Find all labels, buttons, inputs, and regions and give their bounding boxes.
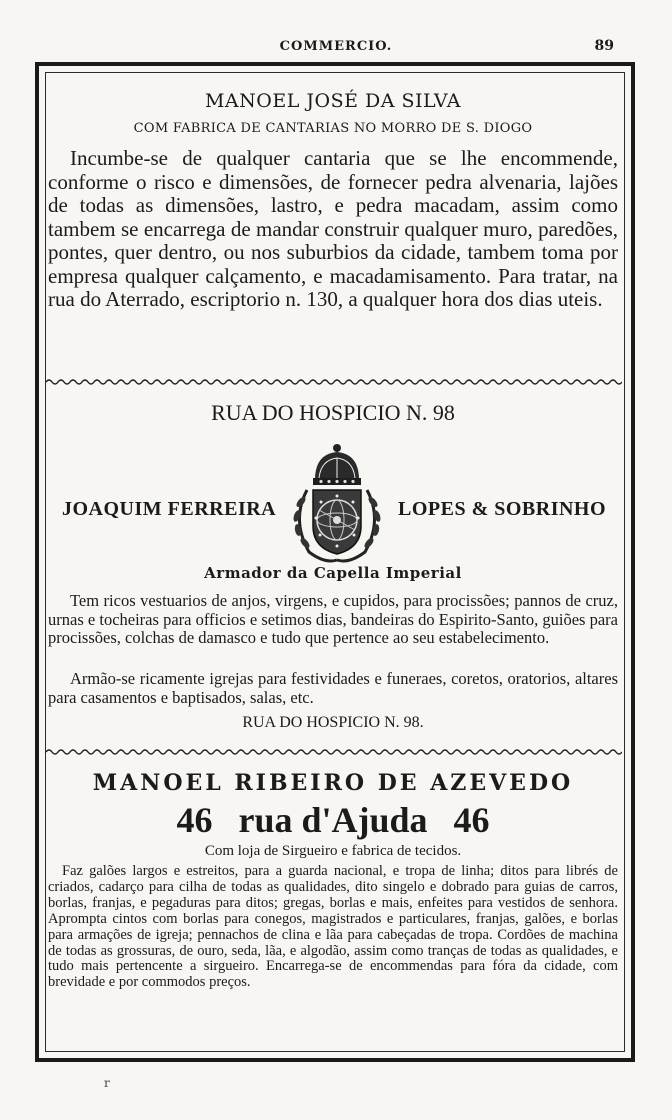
ad2-paragraph-1: Tem ricos vestuarios de anjos, virgens, e cupidos, para procissões; pannos de cruz, urnas e tocheiras para officios e setimos dias, bandeiras do Espirito-Santo, guiões para procissões, colchas de damasco e tudo que pertence ao seu estabelecimento. <box>48 591 618 647</box>
ad1-subtitle: COM FABRICA DE CANTARIAS NO MORRO DE S. DIOGO <box>133 121 533 136</box>
ad3-street: rua d'Ajuda <box>238 800 428 840</box>
ad2-paragraph-2: Armão-se ricamente igrejas para festividades e funeraes, coretos, oratorios, altares para casamentos e baptisados, salas, etc. <box>48 669 618 707</box>
imperial-coat-of-arms-icon <box>285 440 389 568</box>
ad2-address-repeat: RUA DO HOSPICIO N. 98. <box>242 714 424 731</box>
ad3-subtitle: Com loja de Sirgueiro e fabrica de tecidos. <box>204 843 462 859</box>
ad3-address <box>48 800 618 840</box>
ad3-number-left: 46 <box>176 800 213 840</box>
ad2-subtitle: Armador da Capella Imperial <box>204 564 462 582</box>
footer-mark: r <box>104 1076 110 1090</box>
ad3-body: Faz galões largos e estreitos, para a guarda nacional, e tropa de linha; ditos para librés de criados, cadarço para cilha de todas as qualidades, dito singelo e dobrado para guias de carros, borlas, franjas, e pegaduras para ditos; gregas, borlas e mais, enfeites para vestidos de senhora. Apromptа cintos com borlas para conegos, magistrados e particulares, franjas, galões, e borlas para armações de igreja; pennachos de clina e lãa para cabeçadas de tropa. Cordões de machina de todas as grossuras, de ouro, seda, lãa, e algodão, assim como tranças de todas as qualidades, e tudo mais pertencente a sirgueiro. Encarrega-se de encommendas para fóra da cidade, com brevidade e por commodos preços. <box>48 863 618 991</box>
wavy-divider <box>46 378 622 386</box>
ad3-name: MANOEL RIBEIRO DE AZEVEDO <box>92 770 574 796</box>
ad1-body: Incumbe-se de qualquer cantaria que se lhe encommende, conforme o risco e dimensões, de fornecer pedra alvenaria, lajões de todas as dimensões, lastro, e pedra macadam, assim como tambem se encarrega de mandar construir qualquer muro, paredões, pontes, quer dentro, ou nos suburbios da cidade, tambem toma por empresa qualquer calçamento, e macadamisamento. Para tratar, na rua do Aterrado, escriptorio n. 130, a qualquer hora dos dias uteis. <box>48 146 618 311</box>
ad2-name-right: LOPES & SOBRINHO <box>398 498 607 520</box>
page-number: 89 <box>594 38 614 54</box>
ad3-number-right: 46 <box>453 800 490 840</box>
running-title: COMMERCIO. <box>279 39 393 54</box>
wavy-divider <box>46 748 622 756</box>
ad1-title: MANOEL JOSÉ DA SILVA <box>204 90 462 112</box>
ad2-name-left: JOAQUIM FERREIRA <box>62 498 277 520</box>
ad2-address: RUA DO HOSPICIO N. 98 <box>211 400 455 425</box>
running-head <box>0 36 672 58</box>
